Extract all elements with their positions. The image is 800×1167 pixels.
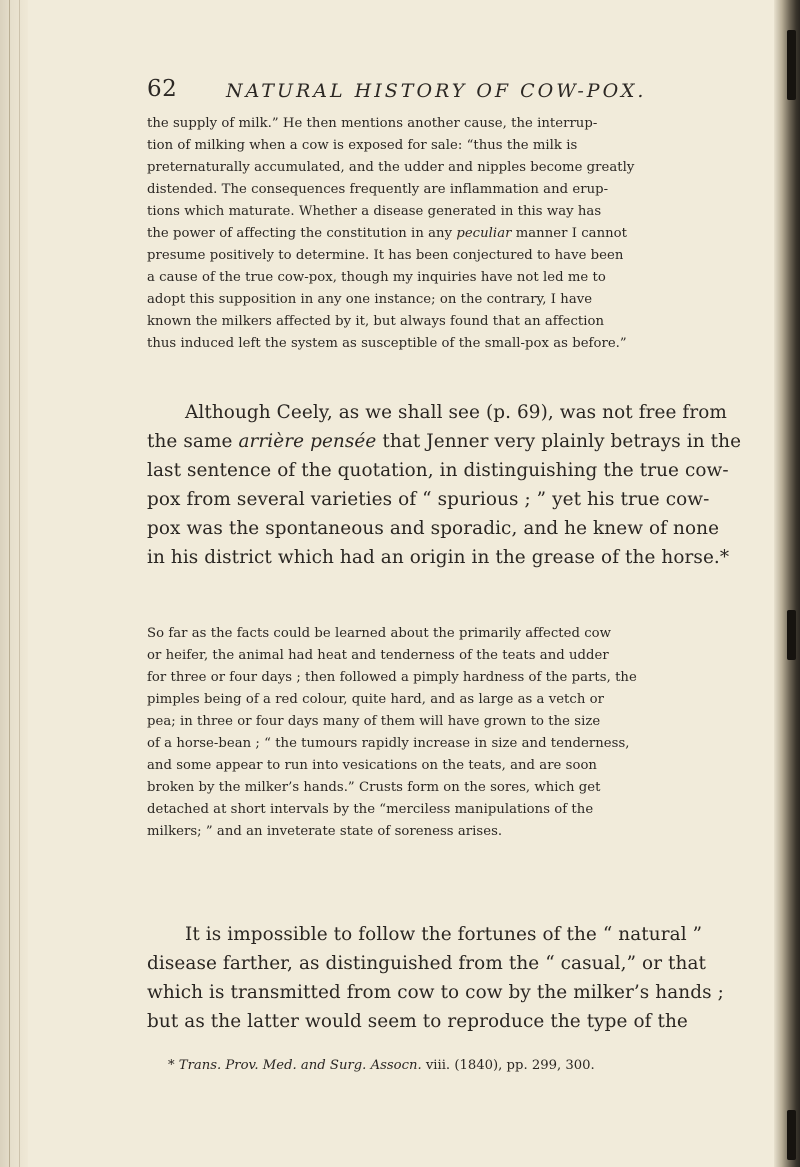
footnote: [168, 1058, 595, 1073]
text-line: presume positively to determine. It has been conjectured to have been: [147, 248, 624, 263]
text-line: thus induced left the system as susceptible of the small-pox as before.”: [147, 336, 627, 351]
text-line: adopt this supposition in any one instance; on the contrary, I have: [147, 292, 593, 307]
text-line: last sentence of the quotation, in distinguishing the true cow-: [147, 460, 729, 481]
text-line: but as the latter would seem to reproduce the type of the: [147, 1011, 688, 1032]
italic-phrase: arrière pensée: [238, 431, 377, 452]
text-line: which is transmitted from cow to cow by the milker’s hands ;: [147, 982, 724, 1003]
text-span: manner I cannot: [511, 226, 627, 241]
footnote-marker: *: [168, 1058, 179, 1073]
text-line: or heifer, the animal had heat and tenderness of the teats and udder: [147, 648, 609, 663]
text-line: a cause of the true cow-pox, though my inquiries have not led me to: [147, 270, 606, 285]
text-line: for three or four days ; then followed a pimply hardness of the parts, the: [147, 670, 637, 685]
text-line: pox from several varieties of “ spurious ; ” yet his true cow-: [147, 489, 710, 510]
text-line: pea; in three or four days many of them will have grown to the size: [147, 714, 601, 729]
text-line: [147, 427, 742, 456]
footnote-citation-title: Trans. Prov. Med. and Surg. Assocn.: [178, 1058, 422, 1073]
text-line: pox was the spontaneous and sporadic, and he knew of none: [147, 518, 720, 539]
text-line: It is impossible to follow the fortunes of the “ natural ”: [185, 924, 703, 945]
text-line: broken by the milker’s hands.” Crusts form on the sores, which get: [147, 780, 601, 795]
paragraph-body-ceely: [147, 398, 742, 572]
text-span: the same: [147, 431, 239, 452]
text-line: So far as the facts could be learned about the primarily affected cow: [147, 626, 611, 641]
text-line: preternaturally accumulated, and the udder and nipples become greatly: [147, 160, 635, 175]
text-line: Although Ceely, as we shall see (p. 69), was not free from: [185, 402, 727, 423]
text-line: distended. The consequences frequently are inflammation and erup-: [147, 182, 609, 197]
footnote-citation-detail: viii. (1840), pp. 299, 300.: [421, 1058, 595, 1073]
text-line: known the milkers affected by it, but always found that an affection: [147, 314, 605, 329]
text-line: tions which maturate. Whether a disease generated in this way has: [147, 204, 602, 219]
text-line: and some appear to run into vesications on the teats, and are soon: [147, 758, 597, 773]
text-line: in his district which had an origin in the grease of the horse.*: [147, 547, 730, 568]
page-number: 62: [147, 76, 178, 102]
text-line: tion of milking when a cow is exposed for sale: “thus the milk is: [147, 138, 578, 153]
text-line: milkers; ” and an inveterate state of soreness arises.: [147, 824, 503, 839]
running-head: NATURAL HISTORY OF COW-POX.: [226, 80, 647, 102]
text-line: the supply of milk.” He then mentions another cause, the interrup-: [147, 116, 598, 131]
text-line: pimples being of a red colour, quite hard, and as large as a vetch or: [147, 692, 604, 707]
text-line: [147, 223, 647, 245]
paragraph-symptoms: [147, 623, 647, 843]
paragraph-natural-disease: [147, 920, 724, 1036]
text-line: of a horse-bean ; “ the tumours rapidly increase in size and tenderness,: [147, 736, 630, 751]
text-line: detached at short intervals by the “merciless manipulations of the: [147, 802, 594, 817]
italic-word: peculiar: [456, 226, 512, 241]
paragraph-quotation: [147, 113, 647, 355]
text-span: the power of affecting the constitution in any: [147, 226, 453, 241]
text-span: that Jenner very plainly betrays in the: [376, 431, 742, 452]
text-line: disease farther, as distinguished from the “ casual,” or that: [147, 953, 707, 974]
